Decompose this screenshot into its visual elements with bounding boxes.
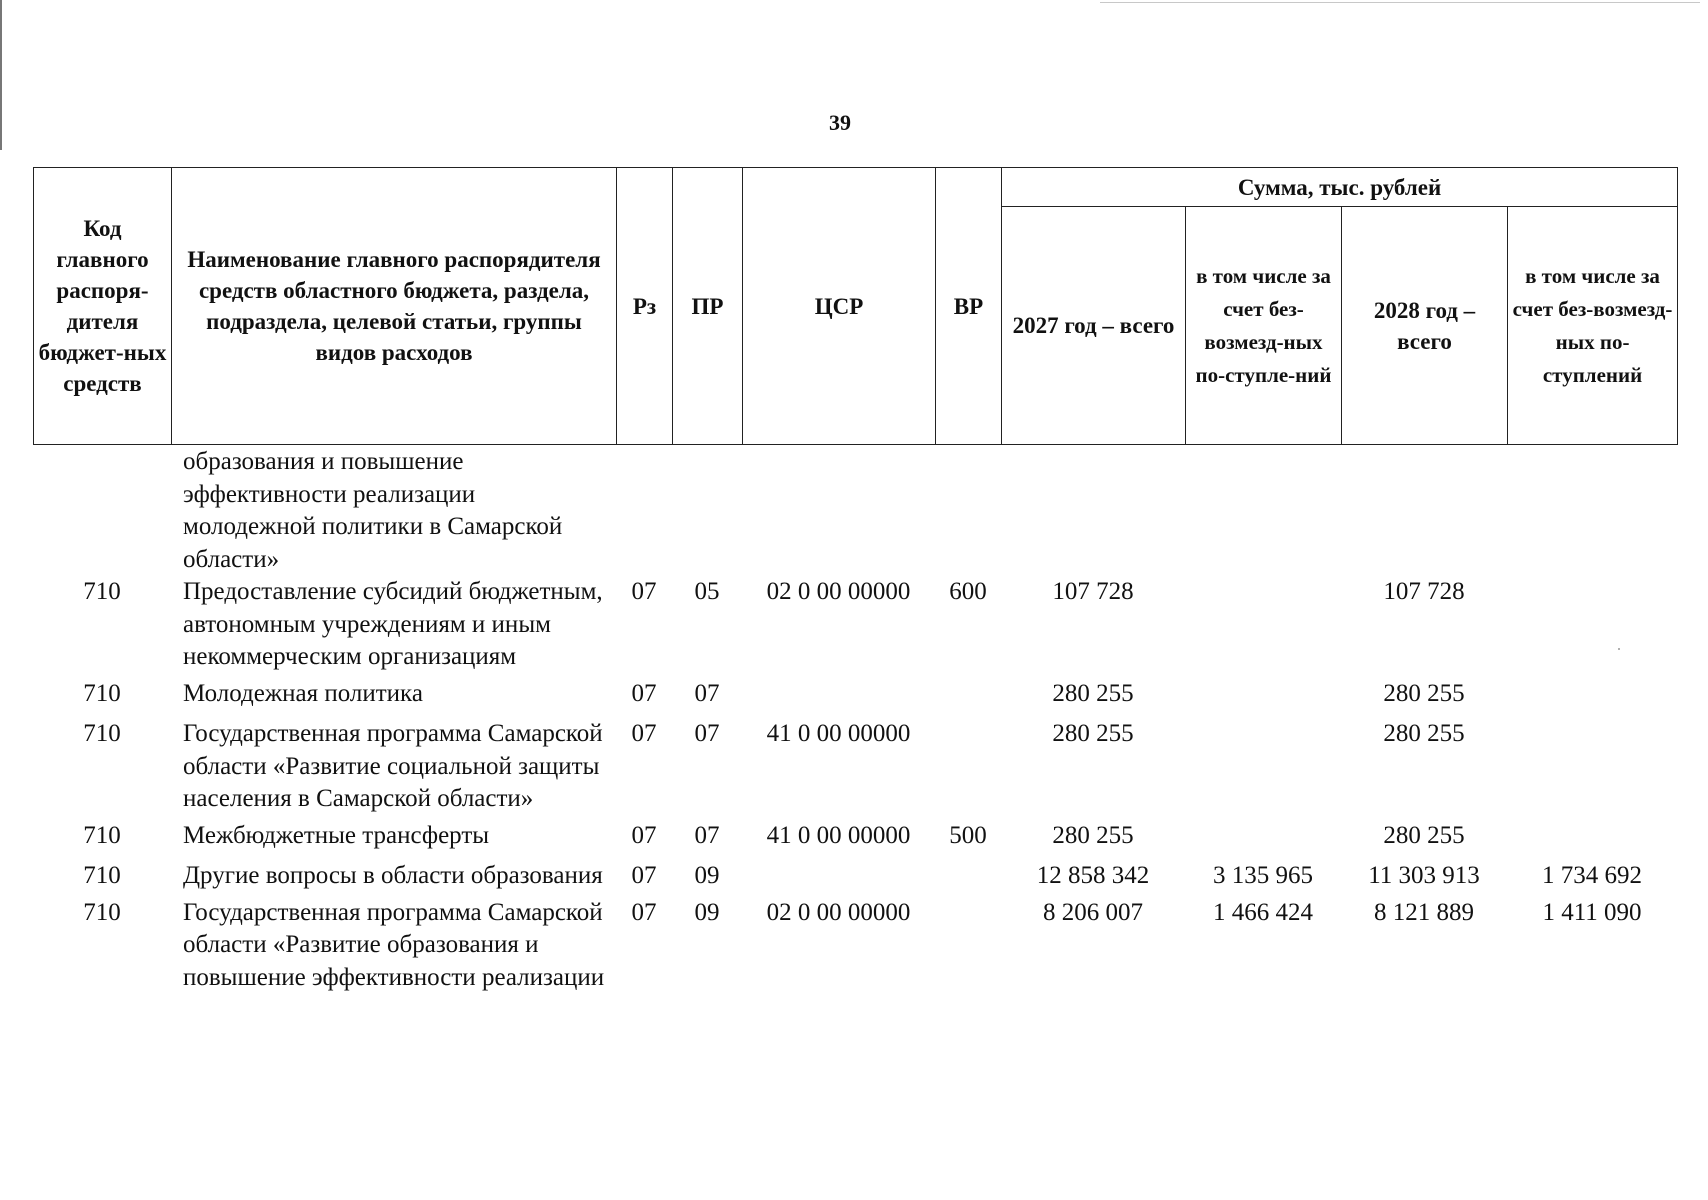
row-pr: 09 <box>694 862 720 889</box>
row-2027-free <box>1185 446 1341 576</box>
row-vr <box>935 710 1001 816</box>
row-2027-total: 8 206 007 <box>1043 898 1143 926</box>
row-code: 710 <box>83 862 121 889</box>
row-vr <box>935 446 1001 576</box>
table-row <box>33 893 1677 995</box>
row-2028-free <box>1507 710 1677 816</box>
row-2028-total: 280 255 <box>1383 821 1465 849</box>
row-csr: 41 0 00 00000 <box>766 720 911 747</box>
row-2028-free: 1 411 090 <box>1542 898 1642 926</box>
row-2027-free <box>1185 816 1341 853</box>
table-row <box>33 816 1677 853</box>
row-csr <box>742 674 935 711</box>
budget-table-header <box>33 167 1678 445</box>
row-2028-total: 107 728 <box>1383 578 1465 605</box>
header-vr: ВР <box>936 168 1002 445</box>
row-pr: 07 <box>694 679 720 707</box>
row-pr: 07 <box>694 720 720 747</box>
row-name: образования и повышение эффективности реализации молодежной политики в Самарской области» <box>183 448 563 573</box>
row-pr: 09 <box>694 898 720 926</box>
row-2028-free <box>1507 446 1677 576</box>
row-csr: 41 0 00 00000 <box>766 821 911 849</box>
scan-edge-top <box>1100 2 1700 3</box>
row-rz: 07 <box>631 679 657 707</box>
header-pr: ПР <box>673 168 743 445</box>
row-vr: 500 <box>949 821 987 849</box>
row-vr: 600 <box>949 578 987 605</box>
row-2027-total: 12 858 342 <box>1036 862 1150 889</box>
row-2028-total: 280 255 <box>1383 679 1465 707</box>
row-2028-free <box>1507 674 1677 711</box>
row-code: 710 <box>83 679 121 707</box>
row-2028-total: 11 303 913 <box>1368 862 1480 889</box>
row-2027-total: 107 728 <box>1052 578 1134 605</box>
row-rz <box>616 446 672 576</box>
header-csr: ЦСР <box>743 168 936 445</box>
header-2027-total: 2027 год – всего <box>1002 207 1186 445</box>
header-name: Наименование главного распорядителя средств областного бюджета, раздела, подраздела, целевой статьи, группы видов расходов <box>172 168 617 445</box>
row-2028-free <box>1507 816 1677 853</box>
row-pr: 07 <box>694 821 720 849</box>
row-2027-total: 280 255 <box>1052 720 1134 747</box>
row-code: 710 <box>83 898 121 926</box>
row-csr: 02 0 00 00000 <box>766 898 911 926</box>
row-vr <box>935 893 1001 995</box>
header-rz: Рз <box>617 168 673 445</box>
row-2028-free: 1 734 692 <box>1542 862 1642 889</box>
page-number: 39 <box>829 110 851 135</box>
row-name: Межбюджетные трансферты <box>183 821 490 849</box>
row-2027-free <box>1185 674 1341 711</box>
row-vr <box>935 852 1001 893</box>
row-2028-free <box>1507 576 1677 674</box>
row-name: Государственная программа Самарской области «Развитие образования и повышение эффективности реализации <box>183 898 605 991</box>
row-name: Государственная программа Самарской области «Развитие социальной защиты населения в Самарской области» <box>183 720 603 812</box>
row-code: 710 <box>83 720 121 747</box>
row-2027-total: 280 255 <box>1052 679 1134 707</box>
header-2027-free: в том числе за счет без-возмезд-ных по-ступле-ний <box>1186 207 1342 445</box>
row-2027-free <box>1185 710 1341 816</box>
row-2028-total: 8 121 889 <box>1374 898 1474 926</box>
row-csr: 02 0 00 00000 <box>766 578 911 605</box>
table-row <box>33 710 1677 816</box>
row-code <box>33 446 171 576</box>
row-pr: 05 <box>694 578 720 605</box>
row-rz: 07 <box>631 862 657 889</box>
row-vr <box>935 674 1001 711</box>
row-2027-free: 3 135 965 <box>1213 862 1313 889</box>
row-2027-free <box>1185 576 1341 674</box>
row-2028-total <box>1341 446 1507 576</box>
table-row <box>33 446 1677 576</box>
row-code: 710 <box>83 821 121 849</box>
row-pr <box>672 446 742 576</box>
row-name: Предоставление субсидий бюджетным, автономным учреждениям и иным некоммерческим организациям <box>183 578 603 670</box>
row-rz: 07 <box>631 720 657 747</box>
row-csr <box>742 446 935 576</box>
header-2028-free: в том числе за счет без-возмезд-ных по-ступлений <box>1508 207 1678 445</box>
row-code: 710 <box>83 578 121 605</box>
row-2027-total: 280 255 <box>1052 821 1134 849</box>
row-2027-total <box>1001 446 1185 576</box>
budget-table-body <box>33 446 1677 994</box>
row-name: Другие вопросы в области образования <box>183 862 603 889</box>
row-csr <box>742 852 935 893</box>
row-2028-total: 280 255 <box>1383 720 1465 747</box>
row-2027-free: 1 466 424 <box>1213 898 1313 926</box>
table-row <box>33 674 1677 711</box>
table-row <box>33 852 1677 893</box>
header-2028-total: 2028 год – всего <box>1342 207 1508 445</box>
table-row <box>33 576 1677 674</box>
row-rz: 07 <box>631 578 657 605</box>
row-name: Молодежная политика <box>183 679 423 707</box>
header-sum-group: Сумма, тыс. рублей <box>1002 168 1678 207</box>
header-code: Код главного распоря-дителя бюджет-ных средств <box>34 168 172 445</box>
row-rz: 07 <box>631 821 657 849</box>
row-rz: 07 <box>631 898 657 926</box>
